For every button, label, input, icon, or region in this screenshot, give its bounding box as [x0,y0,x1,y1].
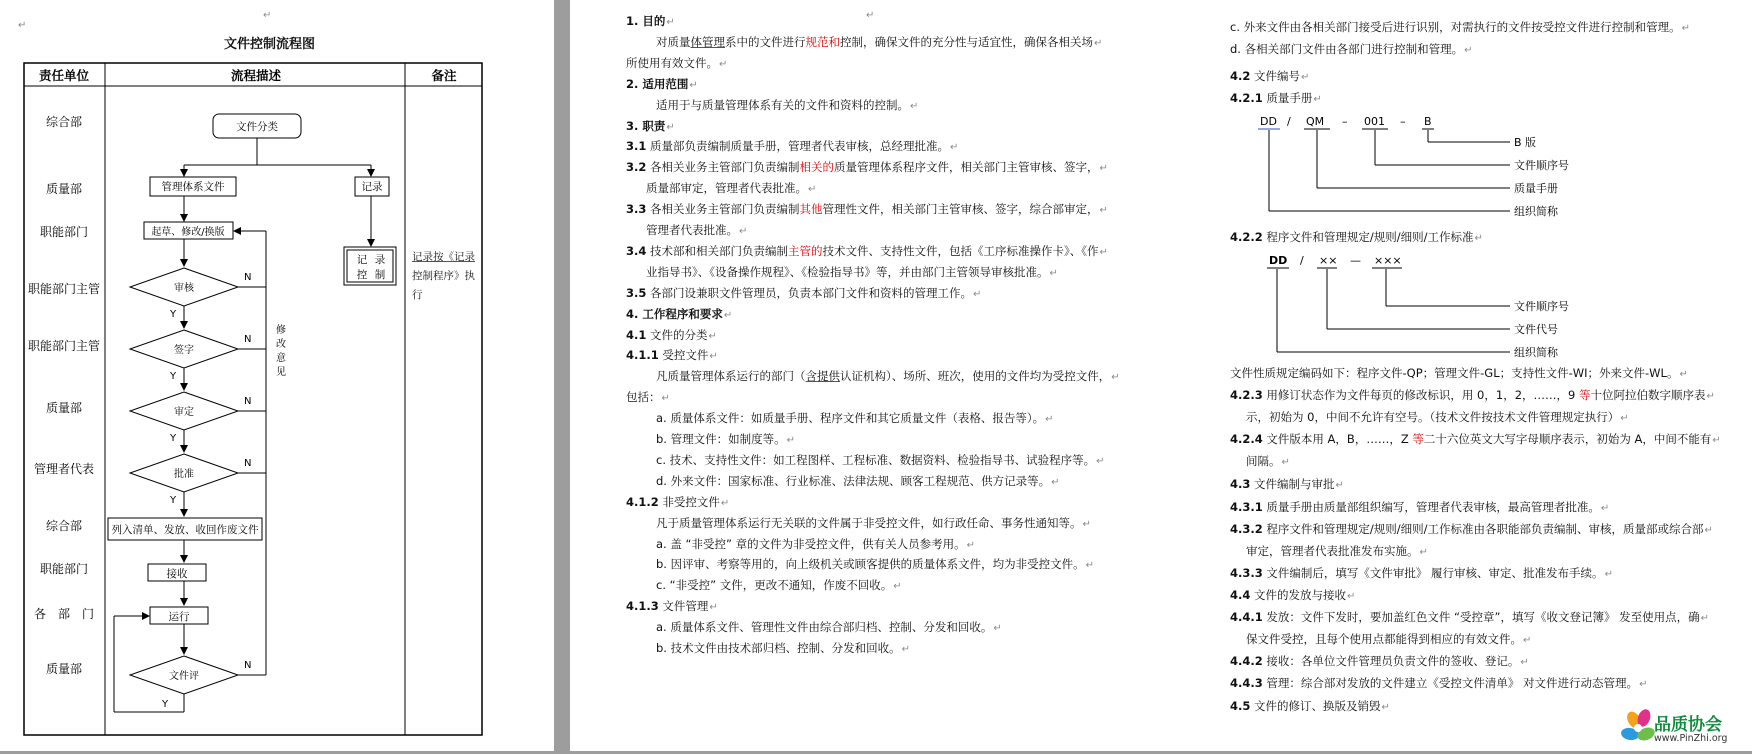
paragraph-mark-icon: ↵ [1347,591,1356,602]
text-segment: d. 各相关部门文件由各部门进行控制和管理。 [1230,42,1464,56]
text-segment: 各相关业务主管部门负责编制 [646,160,800,174]
text-line [1230,676,1647,692]
paragraph-mark-icon: ↵ [1523,635,1532,646]
paragraph-mark-icon: ↵ [993,623,1002,634]
unit-label: 质量部 [45,662,83,676]
text-segment: 凡于质量管理体系运行无关联的文件属于非受控文件，如行政任命、事务性通知等。 [656,516,1082,530]
text-segment: 保文件受控，且每个使用点都能得到相应的有效文件。 [1246,632,1522,646]
text-segment: 4.2.3 [1230,388,1263,402]
text-line [1230,500,1609,516]
unit-label: 管理者代表 [33,462,95,476]
unit-label: 综合部 [45,115,83,129]
text-segment: 3. 职责 [626,119,666,133]
text-segment: 4.3.2 [1230,522,1263,536]
code2-part: ××× [1374,254,1402,267]
paragraph-mark-icon: ↵ [739,226,748,237]
paragraph-mark-icon: ↵ [708,331,717,342]
text-segment: 含提供 [805,369,840,383]
text-segment: 质量手册 [1262,91,1313,105]
paragraph-mark-icon: ↵ [719,59,728,70]
paragraph-mark-icon: ↵ [973,289,982,300]
text-line [656,537,975,553]
text-segment: 审定，管理者代表批准发布实施。 [1246,544,1419,558]
code2-part: DD [1269,254,1288,267]
page-procedure-2 [1164,0,1752,751]
text-segment: 文件的分类 [646,328,708,342]
text-segment: 包括： [626,390,661,404]
logo-brand: 品质协会 [1654,715,1722,735]
text-segment: 所使用有效文件。 [626,56,718,70]
paragraph-mark-icon: ↵ [1381,702,1390,713]
text-segment: 凡质量管理体系运行的部门（ [656,369,806,383]
code1-label: 质量手册 [1514,182,1558,195]
text-segment: 管理：综合部对发放的文件建立《受控文件清单》 对文件进行动态管理。 [1262,676,1639,690]
text-line [626,307,732,323]
remark-line: 行 [412,289,423,301]
code1-part: DD [1260,115,1277,128]
text-segment: 认证机构）、场所、班次，使用的文件均为受控文件， [840,369,1111,383]
text-line [1230,477,1344,493]
text-segment: 管理者代表批准。 [646,223,738,237]
text-segment: 文件的发放与接收 [1250,588,1347,602]
text-line [1246,632,1531,648]
text-segment: 4.3 [1230,477,1251,491]
text-segment: 非受控文件 [658,495,720,509]
paragraph-mark-icon: ↵ [893,581,902,592]
revise-opinion-char: 见 [276,367,286,378]
paragraph-mark-icon: ↵ [1111,372,1120,383]
text-segment: 4.4.1 [1230,610,1263,624]
text-line [656,369,1120,385]
text-line [656,578,902,594]
flowchart-title: 文件控制流程图 [224,37,316,52]
text-segment: 4.3.1 [1230,500,1263,514]
revise-opinion-char: 意 [276,353,286,364]
svg-text:审定: 审定 [174,407,194,418]
svg-text:签字: 签字 [174,345,194,356]
no-label: N [244,458,252,469]
no-label: N [244,334,252,345]
text-line [626,328,717,344]
record-ctrl-char: 记 [356,254,368,266]
text-line [626,599,718,615]
code1-part: B [1424,115,1432,128]
code1-part: – [1400,115,1406,128]
paragraph-mark-icon: ↵ [1096,456,1105,467]
text-segment: 文件的修订、换版及销毁 [1250,699,1381,713]
text-line [1230,230,1483,246]
text-segment: a. 盖 “非受控” 章的文件为非受控文件，供有关人员参考用。 [656,537,966,551]
text-segment: 4.3.3 [1230,566,1263,580]
decision-countersign [130,330,238,368]
text-line [656,453,1105,469]
paragraph-mark-icon: ↵ [1099,247,1108,258]
paragraph-mark-icon: ↵ [1464,45,1473,56]
text-segment: 4.1.3 [626,599,659,613]
corner-mark: ↵ [18,20,27,31]
text-segment: 4.4.3 [1230,676,1263,690]
paragraph-mark-icon: ↵ [966,540,975,551]
text-line [656,411,1054,427]
text-line [656,557,1094,573]
decision-audit [130,268,238,306]
text-segment: 4.4.2 [1230,654,1263,668]
text-segment: 4.2.1 [1230,91,1263,105]
text-segment: 等 [1412,432,1424,446]
text-segment: 系中的文件进行 [725,35,806,49]
paragraph-mark-icon: ↵ [709,602,718,613]
paragraph-mark-icon: ↵ [1520,657,1529,668]
text-line [626,139,958,155]
text-segment: 业指导书》、《设备操作规程》、《检验指导书》等，并由部门主管领导审核批准。 [646,265,1049,279]
text-segment: 二十六位英文大写字母顺序表示，初始为 A，中间不能有 [1423,432,1712,446]
text-segment: 控制，确保文件的充分性与适宜性，确保各相关场 [840,35,1093,49]
svg-text:审核: 审核 [174,283,194,294]
text-line [646,265,1058,281]
code-2-diagram [1267,254,1569,359]
text-segment: 受控文件 [658,348,709,362]
text-line [656,474,1060,490]
text-segment: 3.4 [626,244,647,258]
text-line [626,244,1108,260]
unit-label: 质量部 [45,401,83,415]
paragraph-mark-icon: ↵ [1335,480,1344,491]
text-line [1246,454,1290,470]
text-line [656,432,795,448]
flow-record: 记录 [361,181,383,193]
text-segment: 间隔。 [1246,454,1281,468]
unit-label: 各 部 门 [33,607,95,621]
svg-text:批准: 批准 [174,469,194,480]
record-ctrl-char: 录 [374,254,386,266]
paragraph-mark-icon: ↵ [808,184,817,195]
text-segment: 4.1 [626,328,647,342]
yes-label: Y [170,495,177,506]
paragraph-mark-icon: ↵ [1099,205,1108,216]
yes-label: Y [170,309,177,320]
flow-system-docs: 管理体系文件 [161,181,225,193]
text-line [1230,366,1688,382]
text-segment: 主管的 [788,244,823,258]
paragraph-mark-icon: ↵ [1712,435,1721,446]
svg-text:文件评: 文件评 [169,671,199,682]
text-segment: 其他 [799,202,823,216]
text-line [1230,610,1709,626]
record-ctrl-char: 控 [356,269,368,281]
text-line [1230,20,1690,36]
text-line [1230,566,1613,582]
paragraph-mark-icon: ↵ [1600,503,1610,514]
text-line [626,160,1108,176]
no-label: N [244,660,252,671]
text-segment: 发放：文件下发时，要加盖红色文件 “受控章”，填写《收文登记簿》 发至使用点，确 [1262,610,1700,624]
text-segment: 适用于与质量管理体系有关的文件和资料的控制。 [656,98,909,112]
code2-label: 组织简称 [1514,346,1558,359]
text-segment: 质量部负责编制质量手册，管理者代表审核，总经理批准。 [646,139,950,153]
flowchart-table [0,0,554,751]
text-line [1230,588,1355,604]
text-segment: a. 质量体系文件、管理性文件由综合部归档、控制、分发和回收。 [656,620,993,634]
text-line [626,77,698,93]
text-segment: 质量管理体系程序文件，相关部门主管审核、签字， [834,160,1099,174]
text-segment: 技术文件、支持性文件，包括《工序标准操作卡》、《作 [822,244,1099,258]
text-line [1230,432,1721,448]
text-line [1230,654,1529,670]
flow-run: 运行 [168,611,190,623]
text-line [1230,699,1390,715]
text-segment: 4.2.2 [1230,230,1263,244]
text-segment: 4.2 [1230,69,1251,83]
paragraph-mark-icon: ↵ [1051,477,1060,488]
paragraph-mark-icon: ↵ [1049,268,1058,279]
text-line [1246,544,1428,560]
code2-part: — [1350,254,1361,267]
paragraph-mark-icon: ↵ [910,101,919,112]
code1-label: B 版 [1514,136,1537,149]
paragraph-mark-icon: ↵ [1700,613,1710,624]
paragraph-mark-icon: ↵ [1419,547,1428,558]
text-segment: 各部门设兼职文件管理员，负责本部门文件和资料的管理工作。 [646,286,973,300]
paragraph-mark-icon: ↵ [1604,569,1613,580]
decision-approve [130,454,238,492]
page-procedure-1 [570,0,1164,751]
text-segment: 管理性文件，相关部门主管审核、签字，综合部审定， [822,202,1099,216]
revise-opinion-char: 修 [276,325,286,336]
unit-label: 综合部 [45,519,83,533]
text-line [626,14,675,30]
logo-url: www.PinZhi.org [1654,733,1728,744]
text-line [1246,410,1629,426]
text-segment: b. 管理文件：如制度等。 [656,432,786,446]
unit-label: 职能部门主管 [27,282,101,296]
text-segment: 3.3 [626,202,647,216]
text-segment: 文件编制与审批 [1250,477,1335,491]
text-line [1230,522,1713,538]
paragraph-mark-icon: ↵ [901,644,910,655]
text-segment: b. 因评审、考察等用的，向上级机关或顾客提供的质量体系文件，均为非受控文件。 [656,557,1085,571]
pinzhi-logo [1620,708,1750,750]
unit-label: 职能部门 [39,562,89,576]
text-segment: 对质量 [656,35,691,49]
flow-draft: 起草、修改/换版 [151,227,225,238]
revise-opinion-char: 改 [276,339,286,350]
no-label: N [244,272,252,283]
paragraph-mark-icon: ↵ [723,310,733,321]
text-segment: 4.5 [1230,699,1251,713]
text-segment: 各相关业务主管部门负责编制 [646,202,800,216]
text-line [626,119,675,135]
paragraph-mark-icon: ↵ [1620,413,1629,424]
text-segment: 质量部审定，管理者代表批准。 [646,181,807,195]
paragraph-mark-icon: ↵ [1681,23,1691,34]
text-segment: b. 技术文件由技术部归档、控制、分发和回收。 [656,641,901,655]
paragraph-mark-icon: ↵ [666,17,675,28]
text-line [1230,388,1715,404]
code1-part: / [1287,115,1291,128]
text-line [1230,42,1473,58]
page-flowchart [0,0,554,751]
text-segment: c. 外来文件由各相关部门接受后进行识别，对需执行的文件按受控文件进行控制和管理。 [1230,20,1681,34]
text-segment: 文件编号 [1250,69,1301,83]
code2-part: ×× [1319,254,1338,267]
remark-text [412,248,475,305]
text-segment: 等 [1578,388,1591,402]
text-line [626,286,981,302]
text-segment: 3.1 [626,139,647,153]
text-segment: 程序文件和管理规定/规则/细则/工作标准由各职能部负责编制、审核，质量部或综合部 [1262,522,1704,536]
paragraph-mark-icon: ↵ [1706,391,1715,402]
code1-part: – [1342,115,1348,128]
yes-label: Y [162,699,169,710]
paragraph-mark-icon: ↵ [720,498,730,509]
header-flow: 流程描述 [230,68,282,83]
paragraph-mark-icon: ↵ [786,435,796,446]
paragraph-mark-icon: ↵ [1313,94,1322,105]
yes-label: Y [170,371,177,382]
paragraph-mark-icon: ↵ [1474,233,1483,244]
text-segment: 2. 适用范围 [626,77,689,91]
unit-label: 职能部门 [39,225,89,239]
text-segment: 质量手册由质量部组织编写，管理者代表审核，最高管理者批准。 [1262,500,1600,514]
text-line [656,516,1091,532]
unit-label: 职能部门主管 [27,339,101,353]
text-line [656,641,910,657]
paragraph-mark-icon: ↵ [1082,519,1091,530]
paragraph-mark-icon: ↵ [1281,457,1290,468]
text-segment: 4. 工作程序和要求 [626,307,723,321]
no-label: N [244,396,252,407]
remark-line: 记录按《记录 [412,251,475,263]
text-segment: a. 质量体系文件：如质量手册、程序文件和其它质量文件（表格、报告等）。 [656,411,1045,425]
text-segment: 相关的 [799,160,835,174]
text-line [626,348,718,364]
text-line [626,495,729,511]
text-segment: 4.2.4 [1230,432,1263,446]
paragraph-mark-icon: ↵ [709,351,718,362]
text-segment: 体管理 [690,35,725,49]
text-segment: 4.4 [1230,588,1251,602]
paragraph-mark-icon: ↵ [1301,72,1310,83]
text-line [1230,91,1322,107]
flow-classify: 文件分类 [236,121,278,133]
decision-doc-review [130,656,238,694]
paragraph-mark-icon: ↵ [689,80,698,91]
text-segment: 用修订状态作为文件每页的修改标识，用 0，1，2，……，9 [1262,388,1579,402]
text-segment: 技术部和相关部门负责编制 [646,244,789,258]
yes-label: Y [170,433,177,444]
code1-label: 文件顺序号 [1514,159,1569,172]
text-segment: c. 技术、支持性文件：如工程图样、工程标准、数据资料、检验指导书、试验程序等。 [656,453,1096,467]
flow-list-issue: 列入清单、发放、收回作废文件 [111,524,259,536]
flower-logo-icon [1620,708,1656,743]
paragraph-mark-icon: ↵ [1094,38,1103,49]
text-segment: 1. 目的 [626,14,666,28]
paragraph-mark-icon: ↵ [1704,525,1713,536]
text-line [626,56,727,72]
text-segment: 文件管理 [658,599,709,613]
record-ctrl-char: 制 [374,269,386,281]
text-segment: c. “非受控” 文件，更改不通知，作废不回收。 [656,578,893,592]
header-remark: 备注 [431,68,457,83]
text-line [646,223,747,239]
text-segment: 4.1.1 [626,348,659,362]
text-line [656,98,918,114]
text-line [646,181,816,197]
text-line [626,390,670,406]
paragraph-mark-icon: ↵ [661,393,670,404]
paragraph-mark-icon: ↵ [1099,163,1108,174]
cursor-mark: ↵ [866,10,875,21]
paragraph-mark-icon: ↵ [666,122,675,133]
cursor-mark: ↵ [263,10,272,21]
code2-label: 文件代号 [1514,323,1558,336]
unit-label: 质量部 [45,182,83,196]
code2-part: / [1300,254,1304,267]
text-segment: 文件性质规定编码如下：程序文件-QP；管理文件-GL；支持性文件-WI；外来文件-WL。 [1230,366,1679,380]
text-line [656,35,1102,51]
text-segment: 规范和 [805,35,840,49]
text-segment: 接收：各单位文件管理员负责文件的签收、登记。 [1262,654,1520,668]
code1-part: QM [1306,115,1325,128]
text-segment: 3.2 [626,160,647,174]
code1-part: 001 [1364,115,1385,128]
text-segment: 3.5 [626,286,647,300]
text-segment: 文件编制后，填写《文件审批》 履行审核、审定、批准发布手续。 [1262,566,1604,580]
text-line [656,620,1002,636]
text-segment: 程序文件和管理规定/规则/细则/工作标准 [1262,230,1474,244]
paragraph-mark-icon: ↵ [1639,679,1648,690]
remark-line: 控制程序》执 [412,270,475,282]
code-1-diagram [1258,115,1569,218]
decision-review [130,392,238,430]
flow-receive: 接收 [166,568,188,580]
paragraph-mark-icon: ↵ [1085,560,1094,571]
text-segment: 示，初始为 0，中间不允许有空号。（技术文件按技术文件管理规定执行） [1246,410,1620,424]
paragraph-mark-icon: ↵ [950,142,959,153]
text-segment: d. 外来文件：国家标准、行业标准、法律法规、顾客工程规范、供方记录等。 [656,474,1051,488]
text-line [1230,69,1309,85]
text-segment: 十位阿拉伯数字顺序表 [1590,388,1706,402]
code2-label: 文件顺序号 [1514,300,1569,313]
text-segment: 4.1.2 [626,495,659,509]
text-segment: 文件版本用 A，B，……，Z [1262,432,1413,446]
paragraph-mark-icon: ↵ [1679,369,1688,380]
code1-label: 组织简称 [1514,205,1558,218]
paragraph-mark-icon: ↵ [1045,414,1054,425]
header-unit: 责任单位 [38,68,90,83]
text-line [626,202,1108,218]
